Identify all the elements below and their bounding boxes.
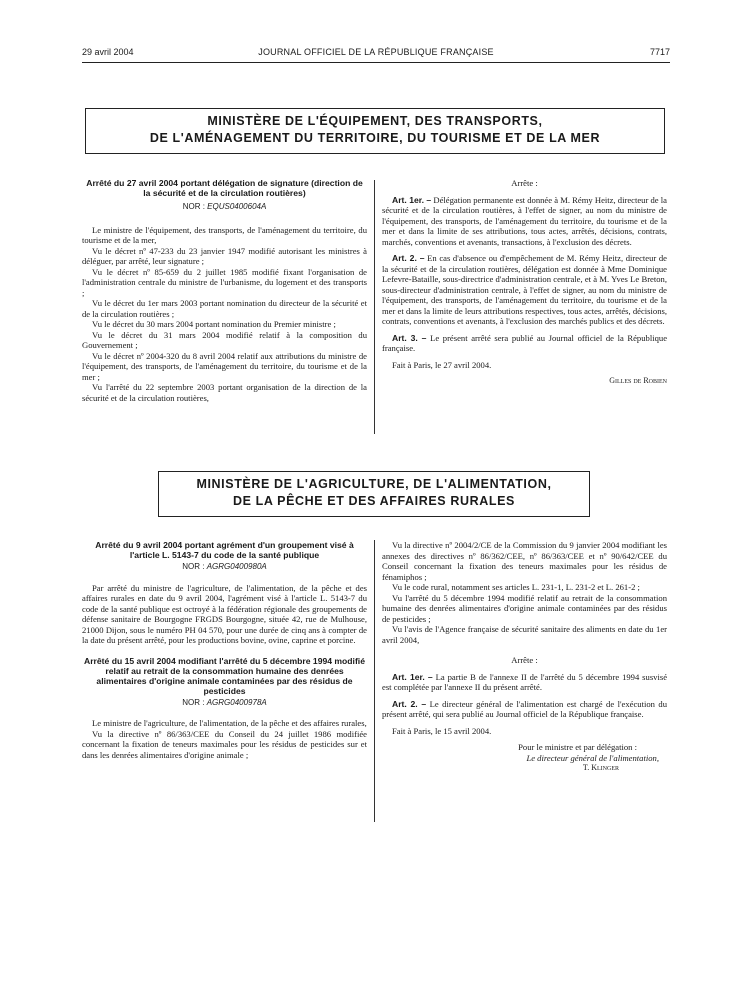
- article-1: [382, 672, 667, 693]
- article-1: [382, 195, 667, 248]
- signature: Gilles de Robien: [609, 376, 667, 385]
- nor-label: NOR :: [182, 697, 205, 707]
- paragraph: Vu le décret nº 47-233 du 23 janvier 1947 modifié autorisant les ministres à déléguer, par arrêté, leur signature ;: [82, 245, 367, 266]
- nor-label: NOR :: [182, 562, 205, 571]
- fait-line: Fait à Paris, le 27 avril 2004.: [392, 359, 492, 370]
- signatory-role: Le directeur général de l'alimentation,: [526, 752, 659, 763]
- ministry-heading-line: MINISTÈRE DE L'ÉQUIPEMENT, DES TRANSPORTS,: [207, 114, 543, 128]
- header-date: 29 avril 2004: [82, 47, 134, 57]
- article-2: [382, 253, 667, 327]
- arrete-title: Arrêté du 9 avril 2004 portant agrément d'un groupement visé à l'article L. 5143-7 du code de la santé publique: [95, 540, 354, 560]
- nor-reference: [82, 698, 367, 709]
- paragraph: Vu le code rural, notamment ses articles L. 231-1, L. 231-2 et L. 261-2 ;: [392, 582, 640, 592]
- page-header: [82, 47, 670, 61]
- article-label: Art. 1er. –: [392, 671, 433, 682]
- article-label: Art. 2. –: [392, 253, 425, 263]
- paragraph: Vu le décret du 30 mars 2004 portant nomination du Premier ministre ;: [92, 319, 336, 329]
- paragraph: Vu la directive nº 86/363/CEE du Conseil du 24 juillet 1986 modifiée concernant la fixation de teneurs maximales pour les résidus de pesticides sur et dans les denrées alimentaires d'origine animale ;: [82, 728, 367, 760]
- signature: T. Klinger: [582, 763, 619, 772]
- arrete-1-right-column: [382, 178, 667, 387]
- paragraph: Par arrêté du ministre de l'agriculture, de l'alimentation, de la pêche et des affaires rurales en date du 9 avril 2004, l'agrément visé à l'article L. 5143-7 du code de la santé publique est octroyé à la fédération régionale des groupements de défense sanitaire de Bourgogne FRGDS Bourgogne, située 42, rue de Mulhouse, 21000 Dijon, sous le numéro PH 04 570, pour une durée de cinq ans à compter de la date du présent arrêté, pour les productions bovine, ovine, caprine et porcine.: [82, 582, 367, 645]
- paragraph: Vu la directive nº 2004/2/CE de la Commission du 9 janvier 2004 modifiant les annexes des directives nº 86/362/CEE, nº 86/363/CEE et nº 90/642/CEE du Conseil concernant la fixation des teneurs maximales pour les résidus de fénamiphos ;: [382, 540, 667, 582]
- article-text: Le directeur général de l'alimentation est chargé de l'exécution du présent arrêté, qui sera publié au Journal officiel de la République française.: [382, 698, 667, 719]
- column-separator: [374, 540, 375, 822]
- ministry-heading-line: MINISTÈRE DE L'AGRICULTURE, DE L'ALIMENTATION,: [196, 477, 552, 491]
- nor-reference: [82, 562, 367, 573]
- nor-reference: [82, 202, 367, 213]
- paragraph: Vu l'arrêté du 22 septembre 2003 portant organisation de la direction de la sécurité et de la circulation routières,: [82, 382, 367, 403]
- article-text: En cas d'absence ou d'empêchement de M. Rémy Heitz, directeur de la sécurité et de la circulation routières, délégation est donnée à Mme Dominique Lefevre-Bataille, sous-directrice d'administration centrale, et à M. Yves Le Breton, sous-directeur d'administration centrale, à l'effet de signer, au nom du ministre de l'équipement, des transports, de l'aménagement du territoire, du tourisme et de la mer et dans la limite de leurs attributions respectives, tous actes, arrêtés, décisions, contrats, conventions et avenants, à l'exclusion des marchés publics et des décrets.: [382, 253, 667, 326]
- paragraph: Vu le décret du 1er mars 2003 portant nomination du directeur de la sécurité et de la circulation routières ;: [82, 298, 367, 319]
- paragraph: Vu le décret nº 85-659 du 2 juillet 1985 modifié fixant l'organisation de l'administration centrale du ministre de l'urbanisme, du logement et des transports ;: [82, 266, 367, 298]
- ministry-heading-equipement: [85, 108, 665, 154]
- paragraph: Vu l'arrêté du 5 décembre 1994 modifié relatif au retrait de la consommation humaine des denrées alimentaires d'origine animale contaminées par des résidus de pesticides ;: [382, 592, 667, 624]
- arrete-title: Arrêté du 15 avril 2004 modifiant l'arrêté du 5 décembre 1994 modifié relatif au retrait de la consommation humaine des denrées alimentaires d'origine animale contaminées par des résidus de pesticides: [84, 655, 365, 696]
- paragraph: Vu le décret du 31 mars 2004 modifié relatif à la composition du Gouvernement ;: [82, 329, 367, 350]
- header-journal-title: JOURNAL OFFICIEL DE LA RÉPUBLIQUE FRANÇAISE: [258, 47, 494, 57]
- delegation-line: Pour le ministre et par délégation :: [518, 742, 637, 752]
- header-page-number: 7717: [649, 47, 670, 57]
- agriculture-right-column: [382, 540, 667, 774]
- header-rule: [82, 62, 670, 63]
- article-3: [382, 333, 667, 354]
- article-label: Art. 1er. –: [392, 194, 432, 205]
- ministry-heading-agriculture: [158, 471, 590, 517]
- article-text: La partie B de l'annexe II de l'arrêté du 5 décembre 1994 susvisé est complétée par l'annexe II du présent arrêté.: [382, 671, 668, 692]
- nor-code: AGRG0400980A: [206, 562, 267, 571]
- article-label: Art. 2. –: [392, 698, 427, 709]
- fait-line: Fait à Paris, le 15 avril 2004.: [392, 725, 492, 736]
- nor-code: AGRG0400978A: [206, 697, 267, 707]
- agriculture-left-column: [82, 540, 367, 760]
- arrete-label: Arrête :: [511, 178, 538, 188]
- ministry-heading-line: DE LA PÊCHE ET DES AFFAIRES RURALES: [233, 494, 515, 508]
- article-text: Délégation permanente est donnée à M. Rémy Heitz, directeur de la sécurité et de la circulation routières, à l'effet de signer, au nom du ministre de l'équipement, des transports, de l'aménagement du territoire, du tourisme et de la mer et dans la limite de ses attributions, tous actes, arrêtés, décisions, contrats, marchés, conventions et avenants, transactions, à l'exclusion des décrets.: [382, 194, 667, 247]
- article-text: Le présent arrêté sera publié au Journal officiel de la République française.: [382, 332, 668, 353]
- column-separator: [374, 180, 375, 434]
- ministry-heading-line: DE L'AMÉNAGEMENT DU TERRITOIRE, DU TOURISME ET DE LA MER: [149, 131, 601, 145]
- nor-code: EQUS0400604A: [207, 202, 267, 211]
- article-2: [382, 699, 667, 720]
- paragraph: Vu le décret nº 2004-320 du 8 avril 2004 relatif aux attributions du ministre de l'équipement, des transports, de l'aménagement du territoire, du tourisme et de la mer ;: [82, 350, 367, 382]
- arrete-label: Arrête :: [511, 655, 538, 665]
- paragraph: Le ministre de l'agriculture, de l'alimentation, de la pêche et des affaires rurales,: [92, 718, 367, 728]
- arrete-title: Arrêté du 27 avril 2004 portant délégation de signature (direction de la sécurité et de la circulation routières): [86, 178, 363, 198]
- article-label: Art. 3. –: [392, 332, 427, 343]
- paragraph: Le ministre de l'équipement, des transports, de l'aménagement du territoire, du tourisme et de la mer,: [82, 224, 367, 245]
- arrete-1-left-column: [82, 178, 367, 403]
- nor-label: NOR :: [182, 202, 205, 211]
- paragraph: Vu l'avis de l'Agence française de sécurité sanitaire des aliments en date du 1er avril 2004,: [382, 624, 667, 645]
